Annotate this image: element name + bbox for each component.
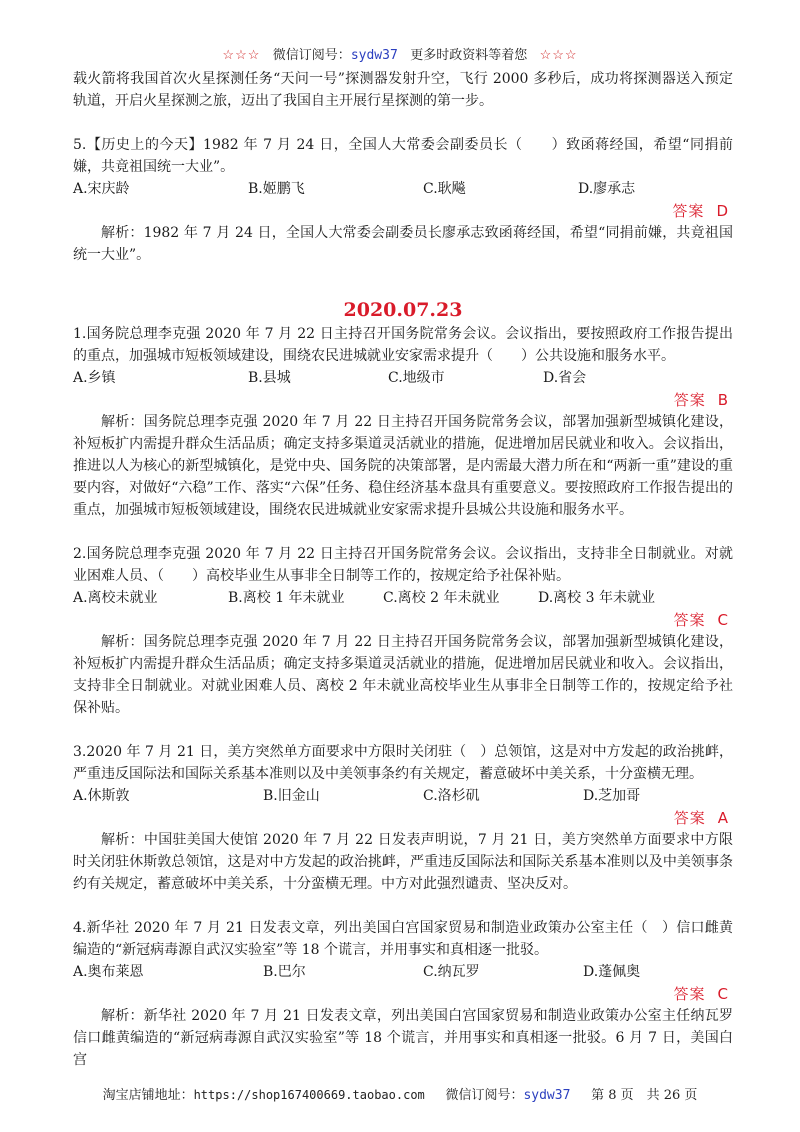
question-options <box>73 367 733 389</box>
option-b: B.县城 <box>248 370 291 386</box>
answer-label: 答案 <box>673 391 706 409</box>
option-c: C.纳瓦罗 <box>423 964 480 980</box>
question-text: 3.2020 年 7 月 21 日，美方突然单方面要求中方限时关闭驻（ ）总领馆，这是对中方发起的政治挑衅，严重违反国际法和国际关系基本准则以及中美领事条约有关规定，蓄意破坏中美关系，十分蛮横无理。 <box>73 744 733 782</box>
footer-account: sydw37 <box>523 1088 571 1103</box>
footer-shop-label: 淘宝店铺地址： <box>102 1088 194 1103</box>
page-header <box>0 44 800 63</box>
analysis-text: 解析：中国驻美国大使馆 2020 年 7 月 22 日发表声明说，7 月 21 日，美方突然单方面要求中方限时关闭驻休斯敦总领馆，这是对中方发起的政治挑衅，严重违反国际法和国际关系基本准则以及中美领事条约有关规定，蓄意破坏中美关系，十分蛮横无理。中方对此强烈谴责、坚决反对。 <box>73 832 733 892</box>
option-a: A.离校未就业 <box>73 590 158 606</box>
answer-letter: B <box>717 391 729 409</box>
answer-line <box>73 609 733 631</box>
option-a: A.奥布莱恩 <box>73 964 144 980</box>
question-options <box>73 178 733 200</box>
analysis-text: 解析：1982 年 7 月 24 日，全国人大常委会副委员长廖承志致函蒋经国，希望“同捐前嫌，共竟祖国统一大业”。 <box>73 225 733 263</box>
intro-paragraph: 载火箭将我国首次火星探测任务“天问一号”探测器发射升空，飞行 2000 多秒后，成功将探测器送入预定轨道，开启火星探测之旅，迈出了我国自主开展行星探测的第一步。 <box>73 71 733 109</box>
option-b: B.巴尔 <box>263 964 306 980</box>
answer-letter: C <box>717 985 729 1003</box>
footer-page-number: 第 8 页 共 26 页 <box>591 1088 698 1103</box>
answer-label: 答案 <box>673 611 706 629</box>
option-d: D.离校 3 年未就业 <box>538 590 655 606</box>
option-d: D.省会 <box>543 370 587 386</box>
answer-label: 答案 <box>673 985 706 1003</box>
answer-line <box>73 807 733 829</box>
option-a: A.休斯敦 <box>73 788 130 804</box>
header-stars-left: ☆☆☆ <box>222 48 261 63</box>
option-c: C.离校 2 年未就业 <box>383 590 500 606</box>
option-d: D.蓬佩奥 <box>583 964 641 980</box>
question-3 <box>73 741 733 895</box>
answer-label: 答案 <box>672 202 705 220</box>
question-text: 5.【历史上的今天】1982 年 7 月 24 日，全国人大常委会副委员长（ ）致函蒋经国，希望“同捐前嫌，共竟祖国统一大业”。 <box>73 137 733 175</box>
question-4 <box>73 917 733 1071</box>
question-2 <box>73 543 733 719</box>
date-heading: 2020.07.23 <box>343 299 463 321</box>
analysis-text: 解析：国务院总理李克强 2020 年 7 月 22 日主持召开国务院常务会议，部署加强新型城镇化建设，补短板扩内需提升群众生活品质；确定支持多渠道灵活就业的措施，促进增加居民就业和收入。会议指出，推进以人为核心的新型城镇化，是党中央、国务院的决策部署，是内需最大潜力所在和“两新一重”建设的重要内容，对做好“六稳”工作、落实“六保”任务、稳住经济基本盘具有重要意义。要按照政府工作报告提出的重点，加强城市短板领域建设，围绕农民进城就业安家需求提升县城公共设施和服务水平。 <box>73 414 733 518</box>
question-text: 4.新华社 2020 年 7 月 21 日发表文章，列出美国白宫国家贸易和制造业政策办公室主任（ ）信口雌黄编造的“新冠病毒源自武汉实验室”等 18 个谎言，并用事实和真相逐一批驳。 <box>73 920 733 958</box>
answer-line <box>73 389 733 411</box>
option-b: B.旧金山 <box>263 788 320 804</box>
header-label: 微信订阅号： <box>272 48 351 63</box>
question-options <box>73 785 733 807</box>
answer-letter: A <box>717 809 729 827</box>
option-c: C.耿飚 <box>423 181 466 197</box>
answer-label: 答案 <box>673 809 706 827</box>
question-5 <box>73 134 733 266</box>
option-c: C.地级市 <box>388 370 445 386</box>
header-slogan: 更多时政资料等着您 <box>410 48 528 63</box>
option-d: D.芝加哥 <box>583 788 641 804</box>
question-options <box>73 587 733 609</box>
option-a: A.乡镇 <box>73 370 116 386</box>
header-stars-right: ☆☆☆ <box>539 48 578 63</box>
page-footer <box>0 1084 800 1103</box>
option-b: B.姬鹏飞 <box>248 181 305 197</box>
question-text: 2.国务院总理李克强 2020 年 7 月 22 日主持召开国务院常务会议。会议指出，支持非全日制就业。对就业困难人员、（ ）高校毕业生从事非全日制等工作的，按规定给予社保补贴。 <box>73 546 733 584</box>
answer-letter: D <box>716 202 729 220</box>
option-c: C.洛杉矶 <box>423 788 480 804</box>
question-options <box>73 961 733 983</box>
option-d: D.廖承志 <box>578 181 636 197</box>
option-a: A.宋庆龄 <box>73 181 130 197</box>
answer-letter: C <box>717 611 729 629</box>
footer-shop-url[interactable]: https://shop167400669.taobao.com <box>193 1088 425 1102</box>
answer-line <box>73 200 733 222</box>
header-account: sydw37 <box>350 48 398 63</box>
page-content <box>73 68 733 1071</box>
analysis-text: 解析：新华社 2020 年 7 月 21 日发表文章，列出美国白宫国家贸易和制造业政策办公室主任纳瓦罗信口雌黄编造的“新冠病毒源自武汉实验室”等 18 个谎言，并用事实和真相逐一批驳。6 月 7 日，美国白宫 <box>73 1008 733 1068</box>
question-text: 1.国务院总理李克强 2020 年 7 月 22 日主持召开国务院常务会议。会议指出，要按照政府工作报告提出的重点，加强城市短板领域建设，围绕农民进城就业安家需求提升（ ）公共设施和服务水平。 <box>73 326 733 364</box>
answer-line <box>73 983 733 1005</box>
analysis-text: 解析：国务院总理李克强 2020 年 7 月 22 日主持召开国务院常务会议，部署加强新型城镇化建设，补短板扩内需提升群众生活品质；确定支持多渠道灵活就业的措施，促进增加居民就业和收入。会议指出，支持非全日制就业。对就业困难人员、离校 2 年未就业高校毕业生从事非全日制等工作的，按规定给予社保补贴。 <box>73 634 733 716</box>
question-1 <box>73 323 733 521</box>
footer-sub-label: 微信订阅号： <box>445 1088 524 1103</box>
option-b: B.离校 1 年未就业 <box>228 590 345 606</box>
